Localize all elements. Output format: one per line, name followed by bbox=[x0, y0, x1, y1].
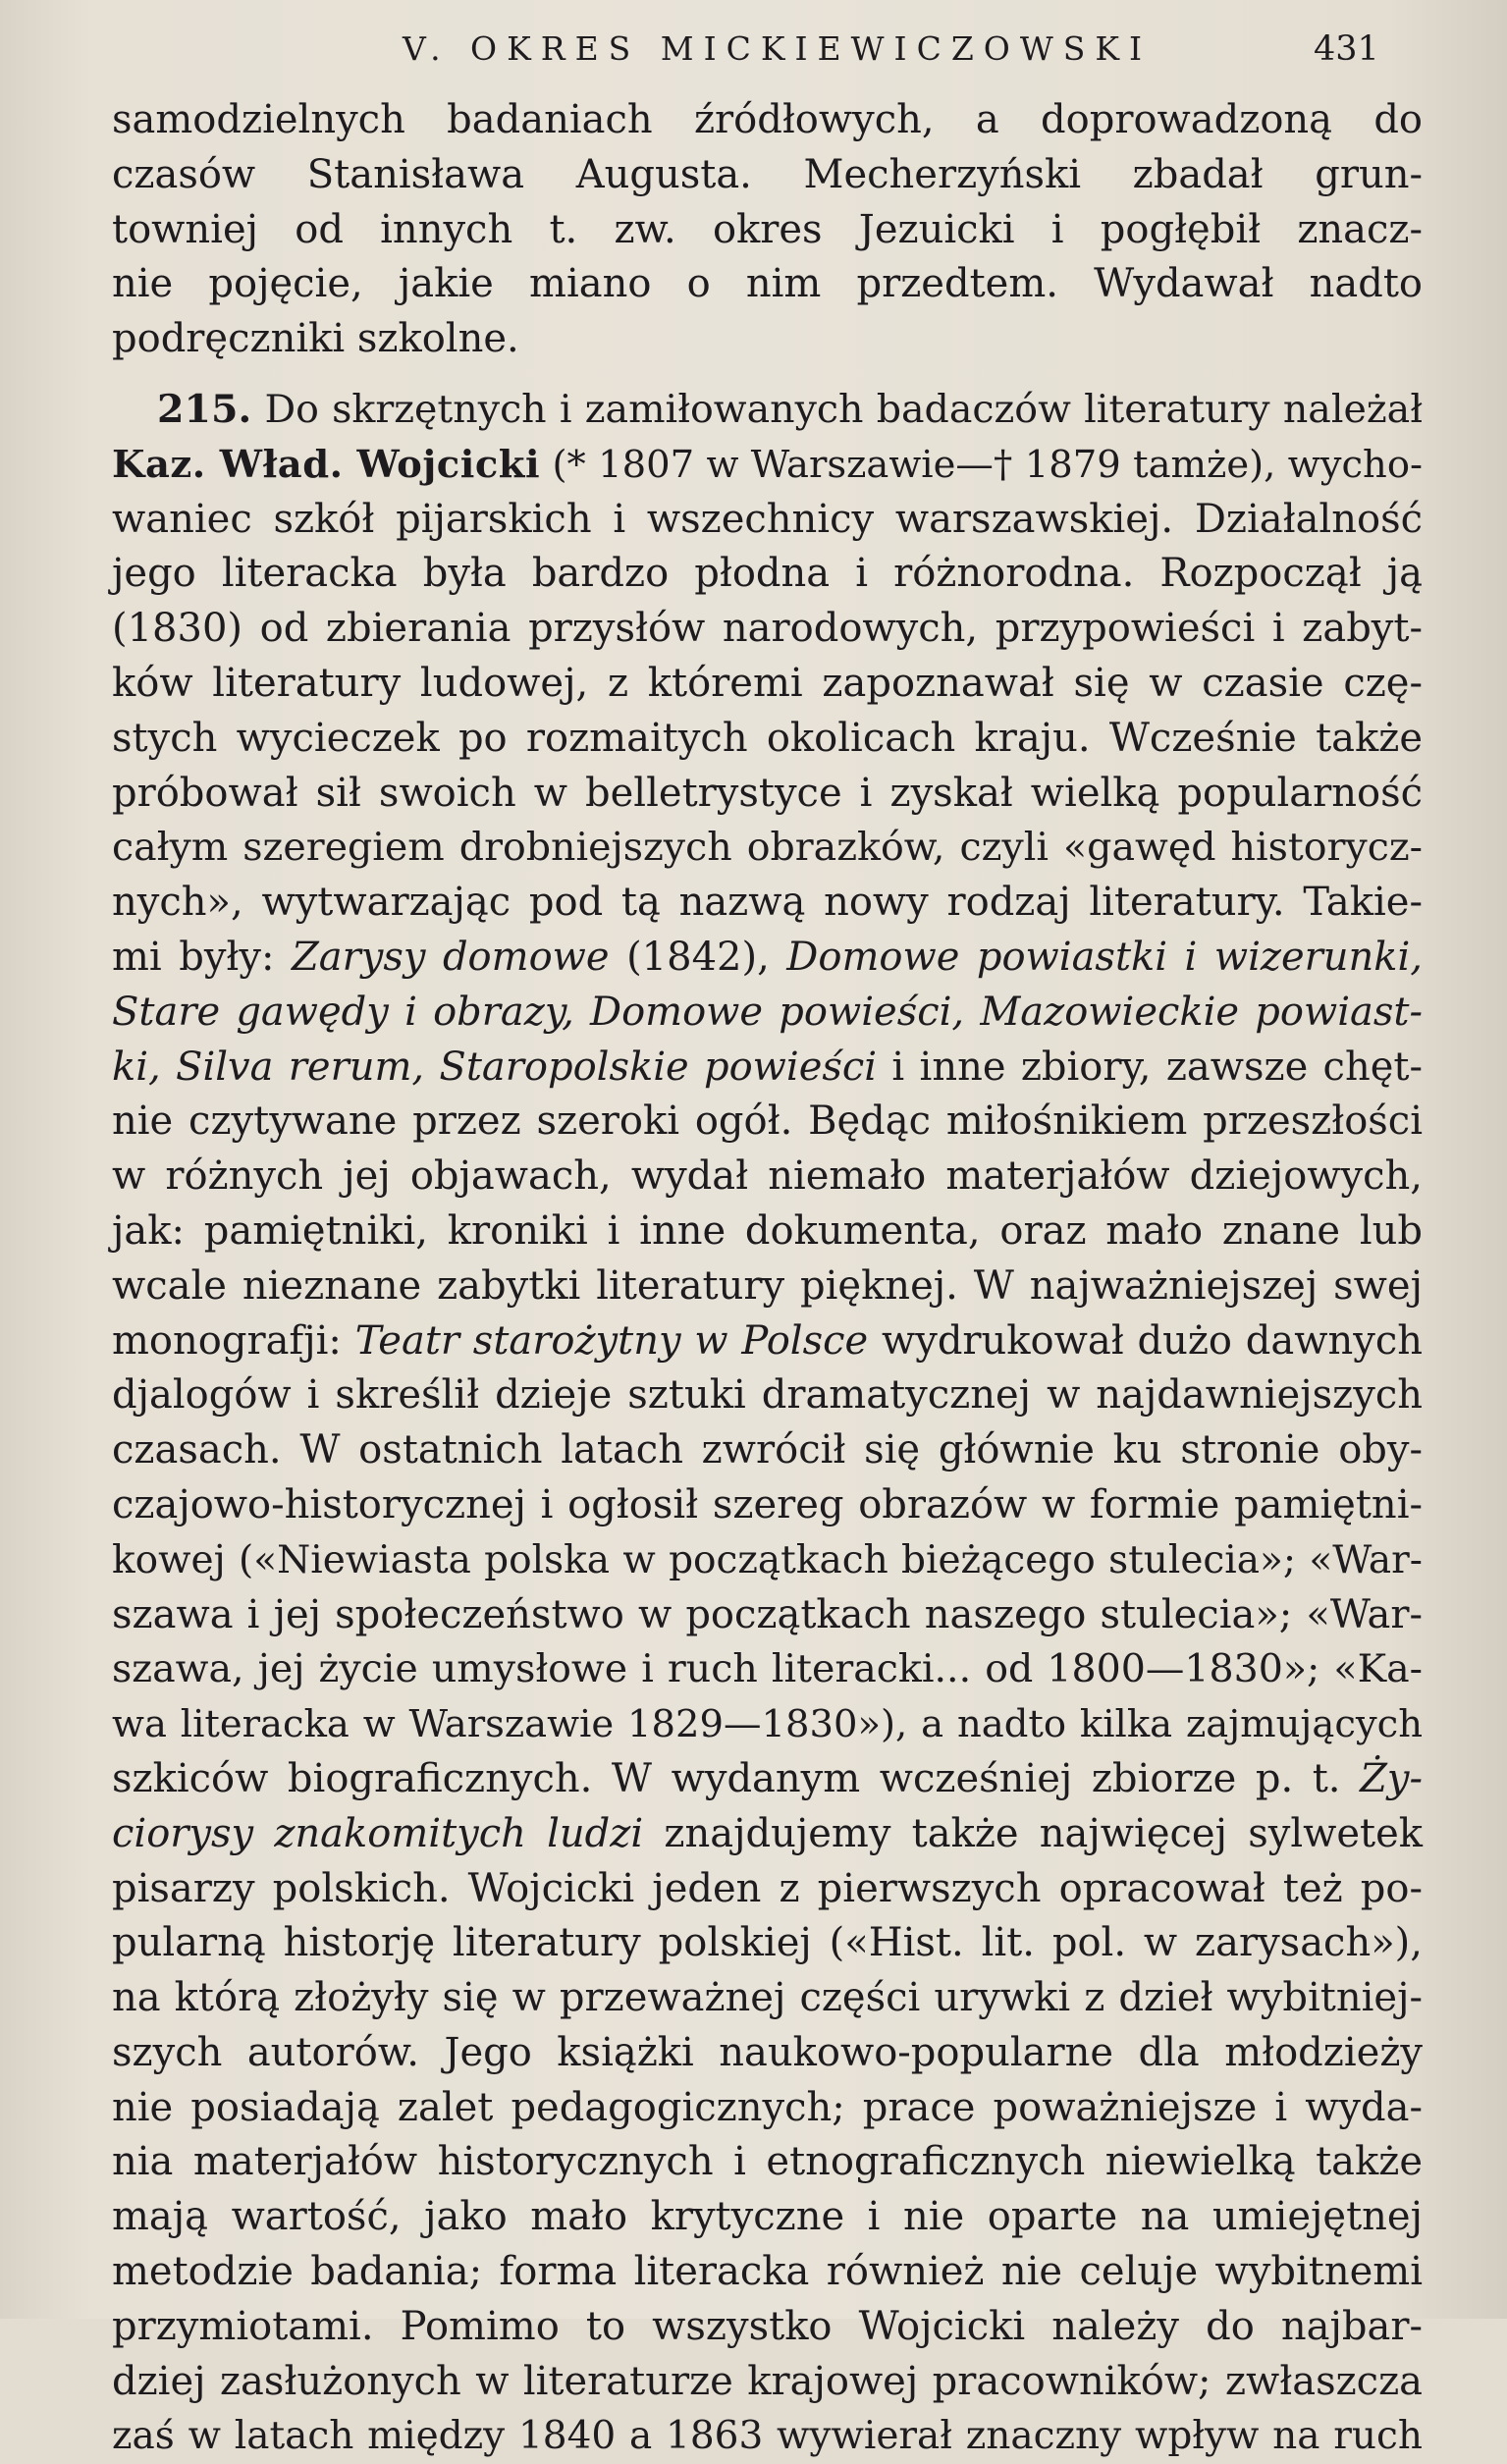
text-line: nie pojęcie, jakie miano o nim przedtem. Wydawał nadto bbox=[112, 261, 1423, 307]
text-line: ków literatury ludowej, z któremi zapoznawał się w czasie czę- bbox=[112, 660, 1423, 706]
text-line: zaś w latach między 1840 a 1863 wywierał znaczny wpływ na ruch bbox=[112, 2414, 1423, 2459]
text-line: (1830) od zbierania przysłów narodowych, przypowieści i zabyt- bbox=[112, 606, 1423, 652]
running-head bbox=[0, 29, 1507, 79]
text-span: monografji: bbox=[112, 1317, 342, 1364]
work-title: ki, Silva rerum, Staropolskie powieści bbox=[112, 1044, 878, 1090]
text-line: nia materjałów historycznych i etnograficznych niewielką także bbox=[112, 2139, 1423, 2185]
page-number: 431 bbox=[1314, 29, 1379, 69]
text-span: (* 1807 w Warszawie—† 1879 tamże), wycho- bbox=[552, 442, 1424, 487]
work-title: ciorysy znakomitych ludzi bbox=[112, 1810, 644, 1856]
text-line bbox=[112, 931, 1423, 986]
text-line: metodzie badania; forma literacka również nie celuje wybitnemi bbox=[112, 2249, 1423, 2295]
text-line: podręczniki szkolne. bbox=[112, 316, 519, 362]
text-line: stych wycieczek po rozmaitych okolicach kraju. Wcześnie także bbox=[112, 715, 1423, 761]
text-line: pularną historję literatury polskiej («Hist. lit. pol. w zarysach»), bbox=[112, 1920, 1423, 1966]
body-text bbox=[112, 93, 1423, 2464]
text-line: kowej («Niewiasta polska w początkach bieżącego stulecia»; «War- bbox=[112, 1537, 1423, 1582]
text-line: wcale nieznane zabytki literatury pięknej. W najważniejszej swej bbox=[112, 1262, 1423, 1309]
text-span: wydrukował dużo dawnych bbox=[881, 1317, 1424, 1364]
text-span: mi były: bbox=[112, 934, 275, 980]
text-line: nych», wytwarzając pod tą nazwą nowy rodzaj literatury. Takie- bbox=[112, 880, 1423, 926]
section-first-line bbox=[112, 383, 1423, 438]
work-title: Domowe powiastki i wizerunki, bbox=[786, 934, 1424, 980]
running-head-title: V. OKRES MICKIEWICZOWSKI bbox=[403, 29, 1153, 68]
text-line: mają wartość, jako mało krytyczne i nie oparte na umiejętnej bbox=[112, 2194, 1423, 2240]
text-line: całym szeregiem drobniejszych obrazków, czyli «gawęd historycz- bbox=[112, 825, 1423, 871]
section-number: 215. bbox=[157, 386, 252, 432]
work-title: Zarysy domowe bbox=[291, 934, 610, 980]
text-line: szawa, jej życie umysłowe i ruch literacki... od 1800—1830»; «Ka- bbox=[112, 1646, 1423, 1692]
text-line: przymiotami. Pomimo to wszystko Wojcicki należy do najbar- bbox=[112, 2303, 1423, 2349]
text-line: czajowo-historycznej i ogłosił szereg obrazów w formie pamiętni- bbox=[112, 1481, 1423, 1527]
text-line: czasach. W ostatnich latach zwrócił się głównie ku stronie oby- bbox=[112, 1427, 1423, 1473]
text-span: znajdujemy także najwięcej sylwetek bbox=[664, 1810, 1424, 1856]
text-line: próbował sił swoich w belletrystyce i zyskał wielką popularność bbox=[112, 770, 1423, 816]
work-titles-line: Stare gawędy i obrazy, Domowe powieści, Mazowieckie powiast- bbox=[112, 989, 1423, 1035]
text-line: pisarzy polskich. Wojcicki jeden z pierwszych opracował też po- bbox=[112, 1865, 1423, 1911]
text-line: samodzielnych badaniach źródłowych, a doprowadzoną do bbox=[112, 97, 1423, 142]
text-line: waniec szkół pijarskich i wszechnicy warszawskiej. Działalność bbox=[112, 496, 1423, 542]
text-line bbox=[112, 1752, 1423, 1807]
text-line: wa literacka w Warszawie 1829—1830»), a nadto kilka zajmujących bbox=[112, 1702, 1423, 1747]
text-line: szawa i jej społeczeństwo w początkach naszego stulecia»; «War- bbox=[112, 1591, 1423, 1637]
text-line bbox=[112, 1314, 1423, 1369]
text-line bbox=[112, 1807, 1423, 1862]
text-line: w różnych jej objawach, wydał niemało materjałów dziejowych, bbox=[112, 1153, 1423, 1200]
work-title: Ży- bbox=[1360, 1755, 1424, 1801]
text-line bbox=[112, 438, 1423, 493]
text-line: szych autorów. Jego książki naukowo-popularne dla młodzieży bbox=[112, 2029, 1423, 2075]
author-name: Kaz. Wład. Wojcicki bbox=[112, 442, 541, 487]
text-line: czasów Stanisława Augusta. Mecherzyński zbadał grun- bbox=[112, 151, 1423, 197]
text-line: jak: pamiętniki, kroniki i inne dokumenta, oraz mało znane lub bbox=[112, 1207, 1423, 1254]
text-line: djalogów i skreślił dzieje sztuki dramatycznej w najdawniejszych bbox=[112, 1372, 1423, 1419]
text-span: Do skrzętnych i zamiłowanych badaczów literatury należał bbox=[264, 386, 1423, 432]
text-line: nie posiadają zalet pedagogicznych; prace poważniejsze i wyda- bbox=[112, 2084, 1423, 2130]
text-line: jego literacka była bardzo płodna i różnorodna. Rozpoczął ją bbox=[112, 551, 1423, 597]
text-line: na którą złożyły się w przeważnej części urywki z dzieł wybitniej- bbox=[112, 1975, 1423, 2021]
text-line: towniej od innych t. zw. okres Jezuicki i pogłębił znacz- bbox=[112, 206, 1423, 252]
text-span: i inne zbiory, zawsze chęt- bbox=[891, 1044, 1423, 1090]
text-span: szkiców biograficznych. W wydanym wcześniej zbiorze p. t. bbox=[112, 1755, 1341, 1801]
text-span: (1842), bbox=[626, 934, 770, 980]
work-title: Teatr starożytny w Polsce bbox=[354, 1317, 869, 1364]
text-line: dziej zasłużonych w literaturze krajowej pracowników; zwłaszcza bbox=[112, 2358, 1423, 2404]
text-line bbox=[112, 1041, 1423, 1096]
text-line: nie czytywane przez szeroki ogół. Będąc miłośnikiem przeszłości bbox=[112, 1098, 1423, 1145]
